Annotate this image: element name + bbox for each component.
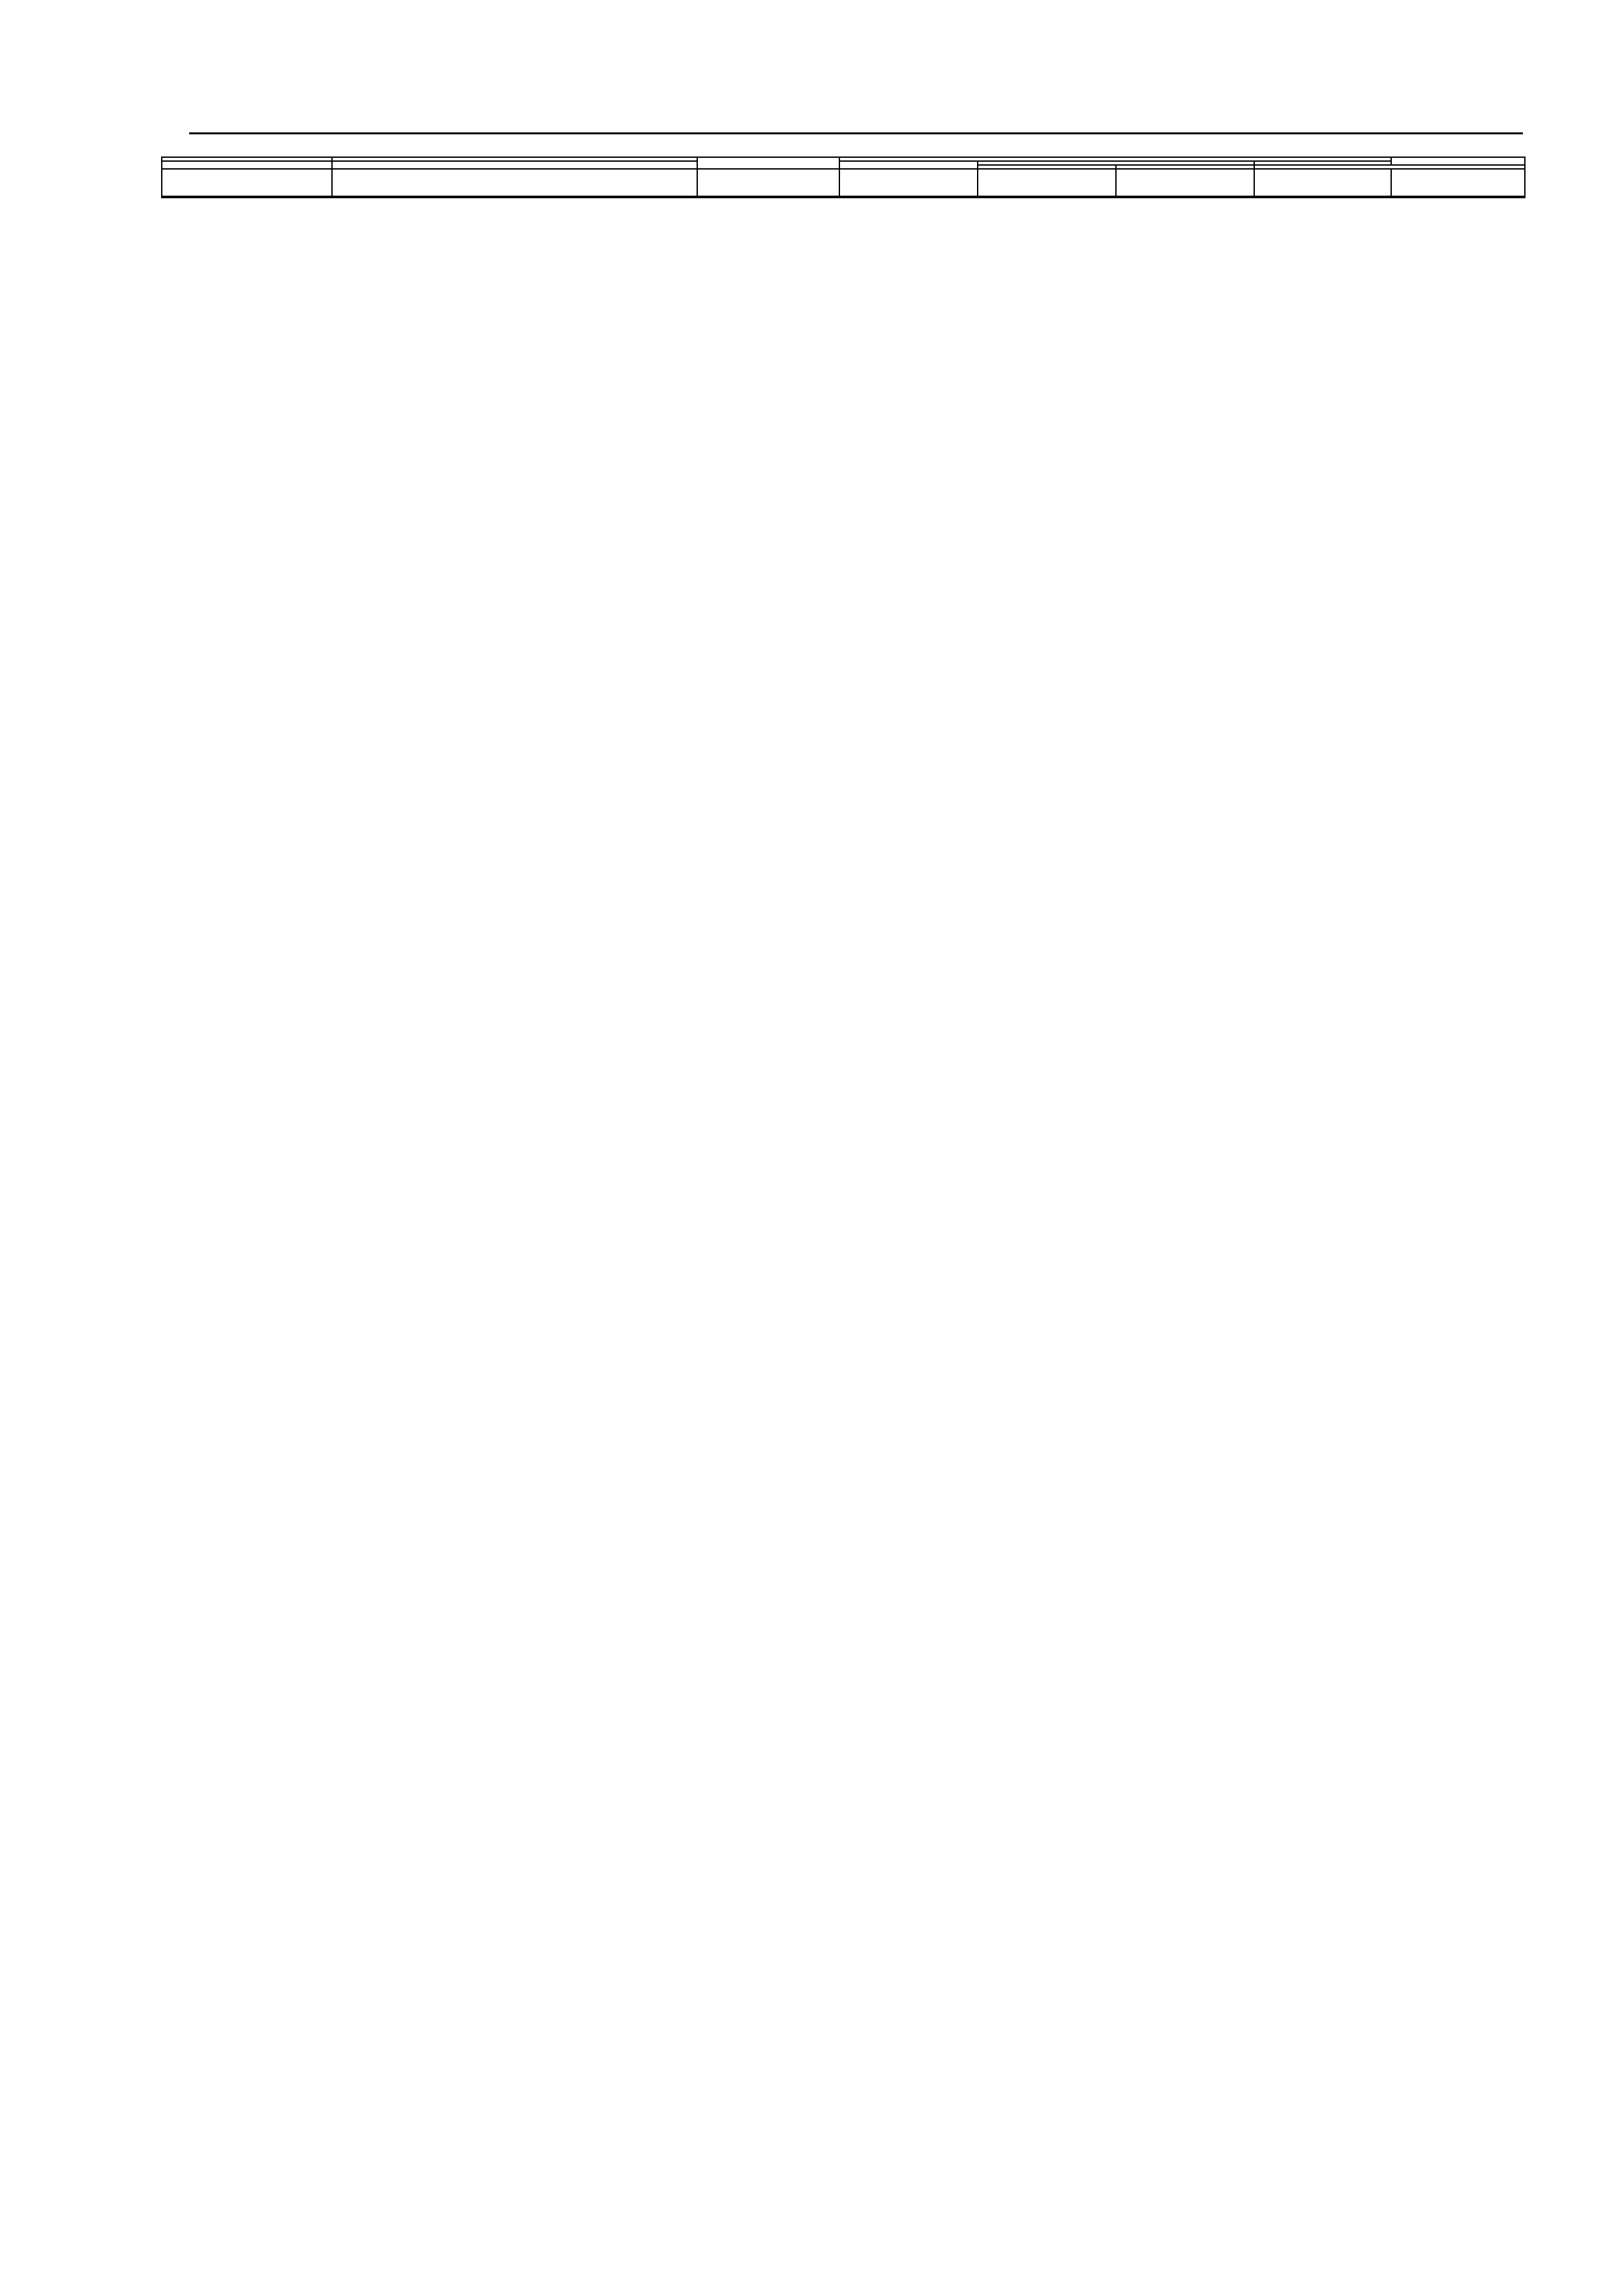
col-number [839,169,978,196]
col-material-code-header [162,161,332,169]
col-number [162,169,332,196]
col-wages-header [839,161,978,169]
col-labor-header [1391,157,1524,165]
running-header [189,83,1523,134]
col-number [1254,169,1391,196]
col-material-name-header [332,161,697,169]
col-number [1116,169,1254,196]
col-number [697,169,839,196]
col-number [332,169,697,196]
col-number [1391,169,1524,196]
col-number [978,169,1116,196]
document-body [161,157,1526,198]
column-header-table [162,157,1524,197]
col-direct-cost-header [697,157,839,169]
